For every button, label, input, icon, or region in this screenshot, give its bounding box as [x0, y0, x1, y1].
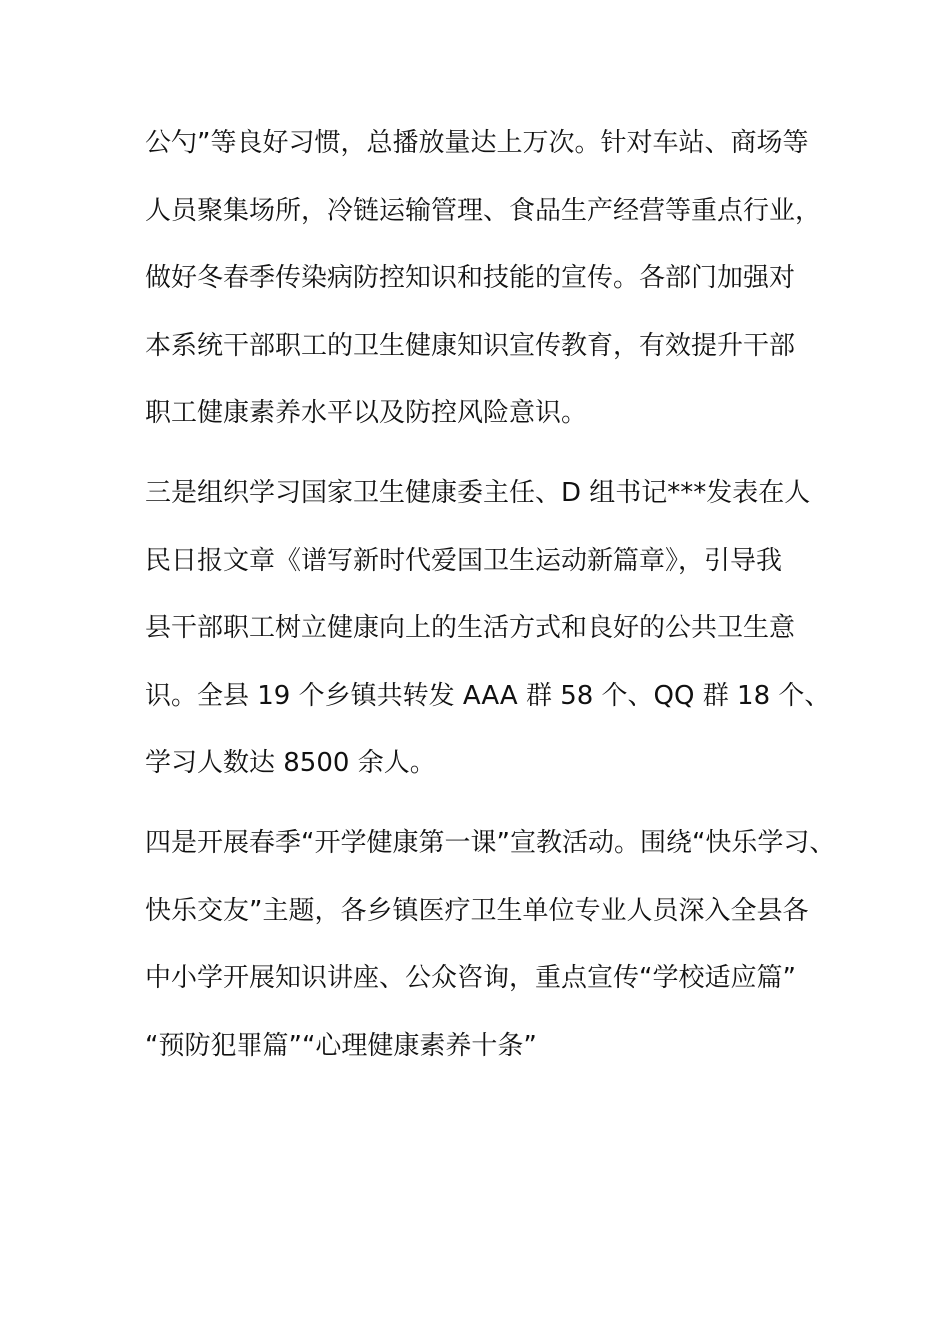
text-line: “预防犯罪篇”“心理健康素养十条” — [145, 1030, 537, 1061]
text-line: 做好冬春季传染病防控知识和技能的宣传。各部门加强对 — [145, 263, 796, 293]
text-line: 公勺”等良好习惯，总播放量达上万次。针对车站、商场等 — [145, 128, 809, 158]
text-line: 职工健康素养水平以及防控风险意识。 — [145, 398, 588, 428]
text-line: 识。全县 19 个乡镇共转发 AAA 群 58 个、QQ 群 18 个、 — [145, 680, 831, 711]
text-line: 民日报文章《谱写新时代爱国卫生运动新篇章》，引导我 — [145, 545, 783, 576]
text-line: 本系统干部职工的卫生健康知识宣传教育，有效提升干部 — [145, 330, 796, 361]
text-line: 县干部职工树立健康向上的生活方式和良好的公共卫生意 — [145, 613, 796, 643]
text-line: 四是开展春季“开学健康第一课”宣教活动。围绕“快乐学习、 — [145, 828, 836, 858]
text-line: 快乐交友”主题，各乡镇医疗卫生单位专业人员深入全县各 — [145, 895, 809, 926]
text-line: 学习人数达 8500 余人。 — [145, 748, 436, 778]
paragraph-health-habits — [145, 110, 825, 448]
text-line: 中小学开展知识讲座、公众咨询，重点宣传“学校适应篇” — [145, 963, 796, 993]
paragraph-study-article — [145, 460, 831, 798]
paragraph-school-health-class — [145, 810, 836, 1080]
text-line: 人员聚集场所，冷链运输管理、食品生产经营等重点行业， — [145, 195, 822, 226]
text-line: 三是组织学习国家卫生健康委主任、D 组书记***发表在人 — [145, 478, 811, 508]
